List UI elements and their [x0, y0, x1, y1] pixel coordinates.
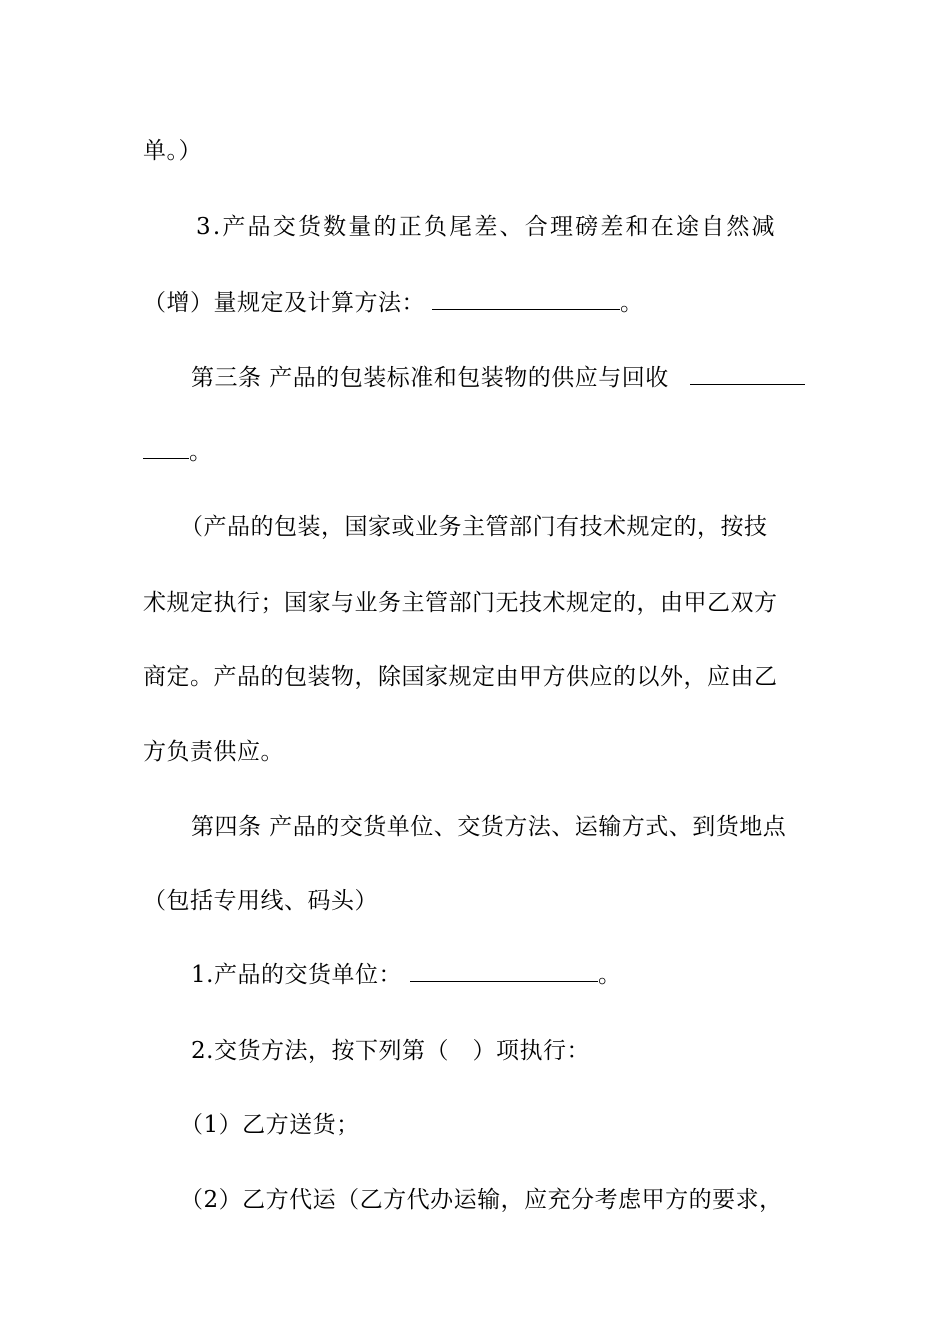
line-text: 。	[189, 439, 213, 465]
article-heading: 第三条 产品的包装标准和包装物的供应与回收	[191, 365, 669, 391]
line-text: 术规定执行；国家与业务主管部门无技术规定的，由甲乙双方	[143, 590, 778, 616]
line-text: 方负责供应。	[143, 739, 284, 765]
line-text: （2）乙方代运（乙方代办运输，应充分考虑甲方的要求，	[180, 1187, 783, 1213]
line-text: 。	[620, 290, 644, 316]
line-text: 商定。产品的包装物，除国家规定由甲方供应的以外，应由乙	[143, 664, 778, 690]
fill-blank	[143, 437, 189, 467]
line-text: 3.产品交货数量的正负尾差、合理磅差和在途自然减	[196, 214, 777, 240]
line-text: （增）量规定及计算方法：	[143, 290, 425, 316]
line-text: 单。）	[143, 138, 202, 164]
line-text: （产品的包装，国家或业务主管部门有技术规定的，按技	[180, 514, 768, 540]
fill-blank	[410, 960, 598, 990]
line-text: （1）乙方送货；	[180, 1112, 360, 1138]
article-heading: 第四条 产品的交货单位、交货方法、运输方式、到货地点	[191, 814, 787, 840]
line-text: 。	[598, 962, 622, 988]
line-text: 1.产品的交货单位：	[191, 962, 402, 988]
fill-blank	[690, 363, 805, 393]
fill-blank	[432, 288, 620, 318]
line-text: 2.交货方法，按下列第（ ）项执行：	[191, 1038, 590, 1064]
line-text: （包括专用线、码头）	[143, 888, 378, 914]
